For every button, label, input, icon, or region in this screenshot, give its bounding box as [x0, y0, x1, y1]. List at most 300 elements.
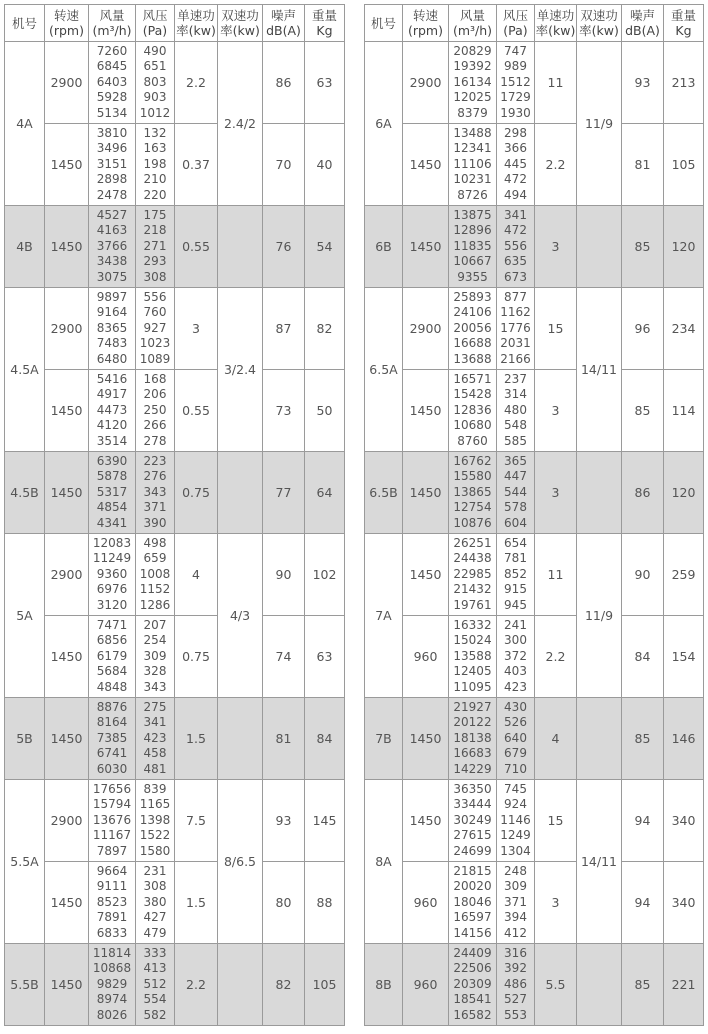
pressure-value: 1152 — [139, 582, 171, 597]
airflow-value: 21432 — [453, 582, 492, 597]
single-power-cell: 0.75 — [175, 452, 218, 534]
pressure-value: 1512 — [500, 74, 531, 89]
airflow-value: 9897 — [96, 289, 128, 304]
header-pressure-line: 风压 — [142, 8, 168, 23]
table-row — [5, 780, 345, 862]
model-cell: 8B — [365, 944, 403, 1026]
header-noise-line: dB(A) — [625, 23, 660, 38]
single-power-cell: 3 — [535, 206, 577, 288]
airflow-value: 24438 — [453, 551, 492, 566]
pressure-value: 1522 — [139, 828, 171, 843]
model-cell: 6B — [365, 206, 403, 288]
speed-cell: 960 — [403, 616, 449, 698]
pressure-value: 298 — [504, 125, 527, 140]
weight-cell: 340 — [664, 862, 704, 944]
header-speed-line: (rpm) — [407, 23, 443, 38]
weight-cell: 120 — [664, 452, 704, 534]
airflow-value: 16597 — [453, 910, 492, 925]
airflow-value: 8726 — [457, 187, 488, 202]
airflow-value: 7260 — [96, 43, 128, 58]
pressure-value: 316 — [504, 945, 527, 960]
speed-cell: 1450 — [403, 370, 449, 452]
speed-cell: 1450 — [45, 616, 89, 698]
airflow-value: 11106 — [453, 156, 492, 171]
pressure-cell — [497, 452, 535, 534]
dual-power-cell — [577, 944, 622, 1026]
airflow-value: 20122 — [453, 715, 492, 730]
pressure-value: 392 — [504, 961, 527, 976]
weight-cell: 84 — [305, 698, 345, 780]
pressure-value: 989 — [504, 59, 527, 74]
single-power-cell: 4 — [535, 698, 577, 780]
airflow-value: 7891 — [96, 910, 128, 925]
airflow-value: 19761 — [453, 597, 492, 612]
pressure-value: 480 — [504, 402, 527, 417]
header-dual-power — [218, 5, 263, 42]
single-power-cell: 3 — [535, 370, 577, 452]
pressure-value: 479 — [143, 925, 167, 940]
table-row — [365, 862, 704, 944]
airflow-value: 8365 — [96, 320, 128, 335]
dual-power-cell: 14/11 — [577, 288, 622, 452]
header-single-power — [535, 5, 577, 42]
table-row — [5, 534, 345, 616]
airflow-value: 9111 — [96, 879, 128, 894]
airflow-value: 3120 — [96, 597, 128, 612]
pressure-value: 218 — [143, 223, 167, 238]
airflow-value: 18138 — [453, 730, 492, 745]
header-noise — [263, 5, 305, 42]
noise-cell: 86 — [263, 42, 305, 124]
airflow-value: 6030 — [96, 761, 128, 776]
speed-cell: 960 — [403, 862, 449, 944]
airflow-cell — [89, 370, 136, 452]
airflow-value: 14156 — [453, 925, 492, 940]
header-pressure-line: 风压 — [502, 8, 528, 23]
header-weight-line: 重量 — [311, 8, 337, 23]
noise-cell: 85 — [622, 206, 664, 288]
pressure-value: 1398 — [139, 812, 171, 827]
pressure-value: 163 — [143, 141, 167, 156]
pressure-value: 915 — [504, 582, 527, 597]
airflow-cell — [449, 616, 497, 698]
header-airflow-line: 风量 — [459, 8, 485, 23]
airflow-value: 16332 — [453, 617, 492, 632]
airflow-value: 3810 — [96, 125, 128, 140]
pressure-cell — [497, 42, 535, 124]
header-dual-power-line: 双速功 — [221, 8, 259, 23]
speed-cell: 2900 — [403, 42, 449, 124]
airflow-value: 2478 — [96, 187, 128, 202]
dual-power-cell — [218, 698, 263, 780]
weight-cell: 146 — [664, 698, 704, 780]
airflow-value: 22506 — [453, 961, 492, 976]
pressure-cell — [136, 206, 175, 288]
airflow-value: 5416 — [96, 371, 128, 386]
airflow-value: 20309 — [453, 976, 492, 991]
pressure-cell — [136, 534, 175, 616]
pressure-cell — [497, 616, 535, 698]
airflow-value: 4848 — [96, 679, 128, 694]
airflow-value: 27615 — [453, 828, 492, 843]
airflow-value: 10680 — [453, 418, 492, 433]
airflow-value: 3514 — [96, 433, 128, 448]
table-row — [365, 42, 704, 124]
airflow-value: 4341 — [96, 515, 128, 530]
pressure-value: 654 — [504, 535, 527, 550]
model-cell: 4A — [5, 42, 45, 206]
airflow-value: 10231 — [453, 172, 492, 187]
pressure-cell — [136, 944, 175, 1026]
airflow-cell — [449, 124, 497, 206]
pressure-value: 328 — [143, 664, 167, 679]
pressure-cell — [136, 370, 175, 452]
airflow-cell — [89, 862, 136, 944]
header-speed — [45, 5, 89, 42]
dual-power-cell: 4/3 — [218, 534, 263, 698]
airflow-cell — [89, 42, 136, 124]
airflow-value: 6741 — [96, 746, 128, 761]
airflow-value: 11095 — [453, 679, 492, 694]
airflow-value: 8164 — [96, 715, 128, 730]
pressure-value: 341 — [143, 715, 167, 730]
pressure-value: 852 — [504, 566, 527, 581]
header-pressure-line: (Pa) — [503, 23, 528, 38]
noise-cell: 90 — [263, 534, 305, 616]
airflow-value: 9355 — [457, 269, 488, 284]
table-row — [5, 698, 345, 780]
header-weight-line: Kg — [316, 23, 333, 38]
pressure-value: 343 — [143, 484, 167, 499]
pressure-value: 276 — [143, 469, 167, 484]
header-single-power-line: 单速功 — [177, 8, 215, 23]
pressure-value: 220 — [143, 187, 167, 202]
airflow-value: 3151 — [96, 156, 128, 171]
airflow-value: 4120 — [96, 418, 128, 433]
pressure-value: 472 — [504, 223, 527, 238]
table-row — [5, 616, 345, 698]
noise-cell: 74 — [263, 616, 305, 698]
noise-cell: 86 — [622, 452, 664, 534]
header-speed-line: 转速 — [53, 8, 79, 23]
airflow-value: 3438 — [96, 254, 128, 269]
airflow-value: 12836 — [453, 402, 492, 417]
airflow-value: 8876 — [96, 699, 128, 714]
pressure-value: 635 — [504, 254, 527, 269]
header-pressure — [136, 5, 175, 42]
header-noise-line: 噪声 — [629, 8, 655, 23]
speed-cell: 2900 — [45, 288, 89, 370]
weight-cell: 40 — [305, 124, 345, 206]
single-power-cell: 0.75 — [175, 616, 218, 698]
speed-cell: 960 — [403, 944, 449, 1026]
table-row — [365, 206, 704, 288]
pressure-value: 394 — [504, 910, 527, 925]
airflow-value: 7483 — [96, 336, 128, 351]
single-power-cell: 11 — [535, 42, 577, 124]
airflow-cell — [449, 534, 497, 616]
table-row — [365, 944, 704, 1026]
airflow-cell — [449, 288, 497, 370]
airflow-value: 7471 — [96, 617, 128, 632]
dual-power-cell — [577, 206, 622, 288]
airflow-value: 13488 — [453, 125, 492, 140]
single-power-cell: 15 — [535, 780, 577, 862]
table-row — [365, 780, 704, 862]
header-weight-line: 重量 — [670, 8, 696, 23]
airflow-value: 3766 — [96, 238, 128, 253]
model-cell: 6.5A — [365, 288, 403, 452]
airflow-cell — [89, 288, 136, 370]
single-power-cell: 0.55 — [175, 370, 218, 452]
pressure-value: 1023 — [139, 336, 171, 351]
header-weight — [664, 5, 704, 42]
airflow-value: 12896 — [453, 223, 492, 238]
airflow-cell — [89, 616, 136, 698]
weight-cell: 145 — [305, 780, 345, 862]
pressure-cell — [497, 206, 535, 288]
pressure-value: 747 — [504, 43, 527, 58]
pressure-value: 293 — [143, 254, 167, 269]
pressure-value: 445 — [504, 156, 527, 171]
airflow-value: 15794 — [92, 797, 132, 812]
airflow-value: 13676 — [92, 812, 132, 827]
pressure-cell — [497, 124, 535, 206]
model-cell: 4.5A — [5, 288, 45, 452]
pressure-value: 472 — [504, 172, 527, 187]
weight-cell: 234 — [664, 288, 704, 370]
noise-cell: 73 — [263, 370, 305, 452]
airflow-value: 5684 — [96, 664, 128, 679]
weight-cell: 54 — [305, 206, 345, 288]
airflow-value: 15428 — [453, 387, 492, 402]
pressure-cell — [136, 780, 175, 862]
dual-power-cell: 2.4/2 — [218, 42, 263, 206]
pressure-value: 553 — [504, 1007, 527, 1022]
airflow-value: 8026 — [96, 1007, 128, 1022]
pressure-value: 341 — [504, 207, 527, 222]
header-pressure-line: (Pa) — [142, 23, 168, 38]
weight-cell: 105 — [664, 124, 704, 206]
airflow-value: 6976 — [96, 582, 128, 597]
airflow-value: 12083 — [92, 535, 132, 550]
pressure-value: 237 — [504, 371, 527, 386]
speed-cell: 1450 — [45, 944, 89, 1026]
pressure-value: 314 — [504, 387, 527, 402]
airflow-value: 24106 — [453, 305, 492, 320]
pressure-cell — [136, 616, 175, 698]
single-power-cell: 7.5 — [175, 780, 218, 862]
noise-cell: 70 — [263, 124, 305, 206]
header-weight — [305, 5, 345, 42]
airflow-value: 9360 — [96, 566, 128, 581]
speed-cell: 2900 — [45, 780, 89, 862]
airflow-value: 16762 — [453, 453, 492, 468]
header-dual-power-line: 率(kw) — [220, 23, 260, 38]
airflow-value: 6179 — [96, 648, 128, 663]
model-cell: 5A — [5, 534, 45, 698]
model-cell: 6A — [365, 42, 403, 206]
table-row — [5, 944, 345, 1026]
pressure-value: 710 — [504, 761, 527, 776]
pressure-value: 231 — [143, 863, 167, 878]
header-weight-line: Kg — [675, 23, 692, 38]
single-power-cell: 4 — [175, 534, 218, 616]
pressure-value: 390 — [143, 515, 167, 530]
airflow-value: 4163 — [96, 223, 128, 238]
single-power-cell: 3 — [535, 452, 577, 534]
fan-spec-table-right — [364, 4, 704, 1026]
pressure-value: 1304 — [500, 843, 531, 858]
pressure-value: 1249 — [500, 828, 531, 843]
pressure-value: 527 — [504, 992, 527, 1007]
airflow-value: 16688 — [453, 336, 492, 351]
airflow-cell — [89, 534, 136, 616]
model-cell: 5.5A — [5, 780, 45, 944]
pressure-value: 1776 — [500, 320, 531, 335]
noise-cell: 76 — [263, 206, 305, 288]
pressure-value: 248 — [504, 863, 527, 878]
pressure-cell — [497, 288, 535, 370]
table-row — [365, 288, 704, 370]
pressure-value: 210 — [143, 172, 167, 187]
pressure-value: 1146 — [500, 812, 531, 827]
model-cell: 5B — [5, 698, 45, 780]
dual-power-cell — [218, 944, 263, 1026]
weight-cell: 64 — [305, 452, 345, 534]
header-dual-power — [577, 5, 622, 42]
airflow-value: 30249 — [453, 812, 492, 827]
speed-cell: 1450 — [403, 452, 449, 534]
pressure-value: 1162 — [500, 305, 531, 320]
single-power-cell: 1.5 — [175, 862, 218, 944]
airflow-value: 10876 — [453, 515, 492, 530]
airflow-value: 12341 — [453, 141, 492, 156]
pressure-value: 673 — [504, 269, 527, 284]
airflow-value: 33444 — [453, 797, 492, 812]
header-model — [365, 5, 403, 42]
single-power-cell: 2.2 — [175, 42, 218, 124]
airflow-value: 4473 — [96, 402, 128, 417]
airflow-cell — [89, 452, 136, 534]
header-airflow-line: (m³/h) — [452, 23, 493, 38]
noise-cell: 81 — [263, 698, 305, 780]
noise-cell: 93 — [263, 780, 305, 862]
pressure-value: 308 — [143, 879, 167, 894]
pressure-value: 640 — [504, 730, 527, 745]
pressure-value: 526 — [504, 715, 527, 730]
dual-power-cell — [577, 698, 622, 780]
pressure-value: 839 — [143, 781, 167, 796]
airflow-value: 13865 — [453, 484, 492, 499]
header-airflow — [89, 5, 136, 42]
speed-cell: 1450 — [403, 206, 449, 288]
pressure-value: 413 — [143, 961, 167, 976]
single-power-cell: 3 — [175, 288, 218, 370]
airflow-value: 22985 — [453, 566, 492, 581]
airflow-cell — [89, 698, 136, 780]
speed-cell: 2900 — [45, 42, 89, 124]
model-cell: 7B — [365, 698, 403, 780]
pressure-value: 1165 — [139, 797, 171, 812]
airflow-value: 13688 — [453, 351, 492, 366]
pressure-value: 548 — [504, 418, 527, 433]
pressure-value: 2166 — [500, 351, 531, 366]
pressure-value: 309 — [504, 879, 527, 894]
speed-cell: 1450 — [403, 534, 449, 616]
noise-cell: 85 — [622, 944, 664, 1026]
airflow-value: 9164 — [96, 305, 128, 320]
speed-cell: 1450 — [403, 780, 449, 862]
noise-cell: 94 — [622, 862, 664, 944]
header-noise-line: 噪声 — [270, 8, 296, 23]
pressure-value: 241 — [504, 617, 527, 632]
weight-cell: 63 — [305, 616, 345, 698]
header-dual-power-line: 率(kw) — [579, 23, 619, 38]
weight-cell: 340 — [664, 780, 704, 862]
table-row — [5, 288, 345, 370]
airflow-value: 14229 — [453, 761, 492, 776]
noise-cell: 93 — [622, 42, 664, 124]
pressure-value: 1729 — [500, 90, 531, 105]
airflow-value: 8974 — [96, 992, 128, 1007]
header-airflow-line: (m³/h) — [92, 23, 132, 38]
noise-cell: 82 — [263, 944, 305, 1026]
pressure-value: 927 — [143, 320, 167, 335]
pressure-value: 132 — [143, 125, 167, 140]
pressure-value: 365 — [504, 453, 527, 468]
airflow-value: 6845 — [96, 59, 128, 74]
table-row — [5, 452, 345, 534]
airflow-value: 11814 — [92, 945, 132, 960]
pressure-value: 371 — [143, 500, 167, 515]
pressure-value: 659 — [143, 551, 167, 566]
speed-cell: 1450 — [45, 370, 89, 452]
pressure-value: 1286 — [139, 597, 171, 612]
airflow-value: 6390 — [96, 453, 128, 468]
airflow-value: 20020 — [453, 879, 492, 894]
pressure-value: 544 — [504, 484, 527, 499]
pressure-value: 300 — [504, 633, 527, 648]
pressure-cell — [136, 452, 175, 534]
pressure-value: 556 — [143, 289, 167, 304]
table-row — [5, 862, 345, 944]
table-row — [365, 452, 704, 534]
speed-cell: 1450 — [403, 698, 449, 780]
noise-cell: 85 — [622, 698, 664, 780]
pressure-value: 333 — [143, 945, 167, 960]
pressure-value: 877 — [504, 289, 527, 304]
header-airflow — [449, 5, 497, 42]
airflow-cell — [89, 944, 136, 1026]
airflow-value: 4854 — [96, 500, 128, 515]
fan-spec-table-left — [4, 4, 345, 1026]
single-power-cell: 11 — [535, 534, 577, 616]
pressure-value: 275 — [143, 699, 167, 714]
airflow-value: 2898 — [96, 172, 128, 187]
single-power-cell: 1.5 — [175, 698, 218, 780]
pressure-cell — [136, 862, 175, 944]
speed-cell: 1450 — [45, 698, 89, 780]
pressure-value: 198 — [143, 156, 167, 171]
pressure-cell — [497, 698, 535, 780]
pressure-value: 427 — [143, 910, 167, 925]
pressure-value: 447 — [504, 469, 527, 484]
pressure-value: 380 — [143, 894, 167, 909]
pressure-cell — [497, 534, 535, 616]
pressure-cell — [136, 42, 175, 124]
airflow-value: 20056 — [453, 320, 492, 335]
